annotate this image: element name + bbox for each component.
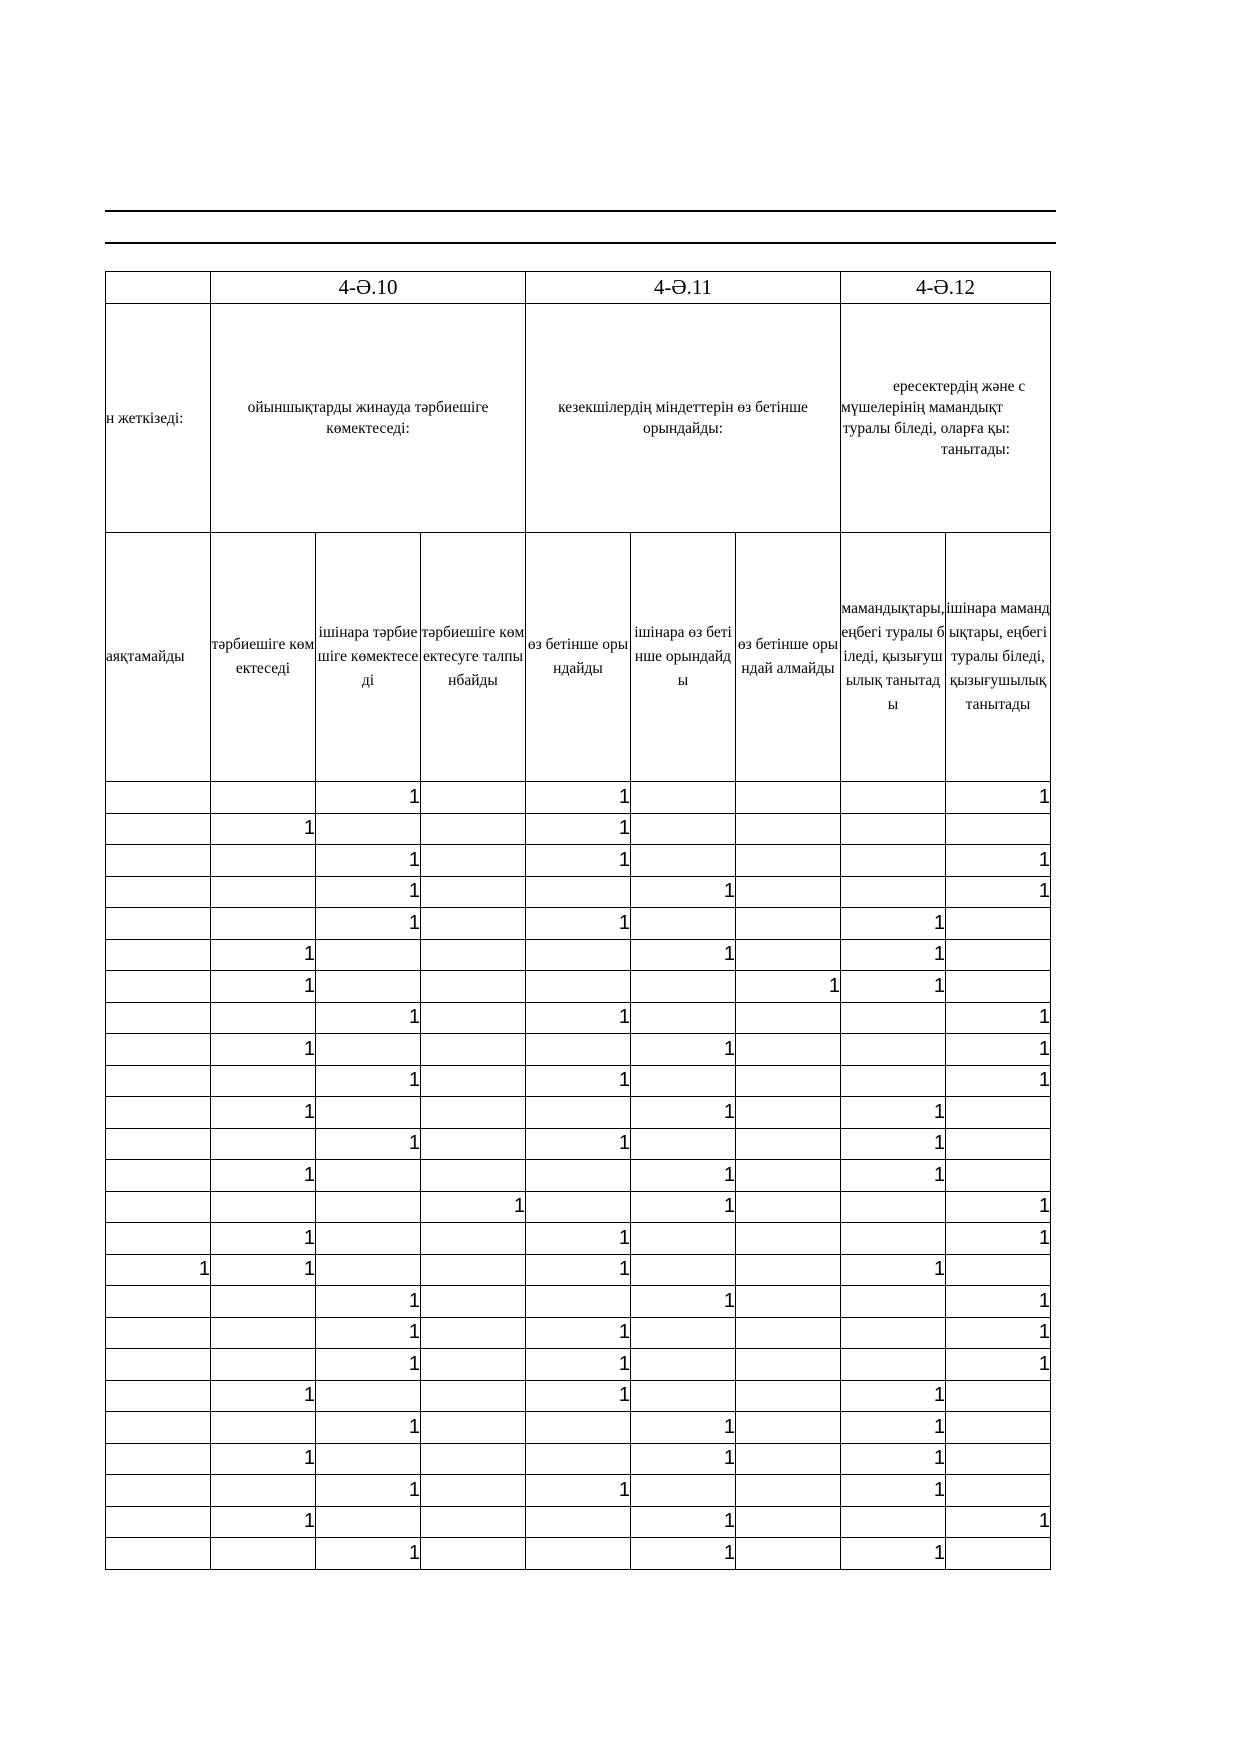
table-row bbox=[106, 845, 1051, 877]
table-cell bbox=[841, 876, 946, 908]
table-cell bbox=[841, 1317, 946, 1349]
table-cell: 1 bbox=[841, 1160, 946, 1192]
table-cell: 1 bbox=[211, 1160, 316, 1192]
table-cell bbox=[421, 1443, 526, 1475]
table-cell bbox=[106, 782, 211, 814]
table-cell bbox=[841, 1506, 946, 1538]
table-cell bbox=[421, 1034, 526, 1066]
table-cell bbox=[736, 813, 841, 845]
table-cell bbox=[106, 971, 211, 1003]
table-row bbox=[106, 1380, 1051, 1412]
table-cell bbox=[211, 1128, 316, 1160]
table-cell bbox=[421, 1475, 526, 1507]
table-cell bbox=[736, 1160, 841, 1192]
table-cell bbox=[106, 1412, 211, 1444]
table-row bbox=[106, 1286, 1051, 1318]
subcolumn-4: өз бетінше орындайды bbox=[526, 533, 631, 782]
table-cell bbox=[946, 1475, 1051, 1507]
table-cell bbox=[106, 1380, 211, 1412]
subcolumn-6: өз бетінше орындай алмайды bbox=[736, 533, 841, 782]
table-cell bbox=[421, 908, 526, 940]
table-cell bbox=[736, 1349, 841, 1381]
table-cell bbox=[106, 813, 211, 845]
table-cell bbox=[526, 1506, 631, 1538]
table-cell bbox=[736, 1538, 841, 1570]
table-cell: 1 bbox=[631, 1412, 736, 1444]
table-row bbox=[106, 1191, 1051, 1223]
table-row bbox=[106, 1538, 1051, 1570]
table-cell bbox=[106, 908, 211, 940]
table-cell: 1 bbox=[316, 845, 421, 877]
table-cell bbox=[526, 1160, 631, 1192]
partial-description-text: н жеткізеді: bbox=[106, 409, 184, 427]
table-cell bbox=[106, 1443, 211, 1475]
table-cell: 1 bbox=[841, 1254, 946, 1286]
desc-4-12-line-1: ересектердің және с bbox=[893, 378, 1026, 395]
table-cell: 1 bbox=[316, 1412, 421, 1444]
table-cell: 1 bbox=[211, 1380, 316, 1412]
table-row bbox=[106, 1002, 1051, 1034]
table-cell: 1 bbox=[631, 1097, 736, 1129]
table-cell bbox=[526, 1538, 631, 1570]
table-cell bbox=[736, 908, 841, 940]
table-cell: 1 bbox=[316, 1538, 421, 1570]
table-cell bbox=[946, 1254, 1051, 1286]
table-cell bbox=[946, 1538, 1051, 1570]
group-description-4-10: ойыншықтарды жинауда тәрбиешіге көмектеседі: bbox=[211, 304, 526, 533]
table-cell bbox=[736, 1254, 841, 1286]
table-cell bbox=[736, 1286, 841, 1318]
table-cell: 1 bbox=[631, 1506, 736, 1538]
table-cell bbox=[421, 813, 526, 845]
table-cell bbox=[106, 1191, 211, 1223]
table-cell bbox=[946, 1380, 1051, 1412]
table-cell: 1 bbox=[946, 1065, 1051, 1097]
table-cell bbox=[316, 1160, 421, 1192]
table-cell bbox=[631, 1065, 736, 1097]
table-cell: 1 bbox=[946, 1317, 1051, 1349]
table-cell bbox=[736, 1317, 841, 1349]
subcolumn-7: мамандықтары, еңбегі туралы біледі, қызығушылық танытады bbox=[841, 533, 946, 782]
table-cell bbox=[631, 1223, 736, 1255]
table-cell bbox=[316, 1380, 421, 1412]
table-cell bbox=[631, 813, 736, 845]
table-cell: 1 bbox=[316, 1286, 421, 1318]
table-cell: 1 bbox=[526, 1128, 631, 1160]
table-row bbox=[106, 876, 1051, 908]
table-cell: 1 bbox=[841, 1412, 946, 1444]
table-cell bbox=[421, 1538, 526, 1570]
table-cell: 1 bbox=[946, 1349, 1051, 1381]
table-cell bbox=[106, 1065, 211, 1097]
table-cell bbox=[316, 971, 421, 1003]
table-cell bbox=[106, 1475, 211, 1507]
table-cell: 1 bbox=[946, 1191, 1051, 1223]
table-cell bbox=[736, 1412, 841, 1444]
table-cell bbox=[211, 1317, 316, 1349]
table-cell: 1 bbox=[211, 1254, 316, 1286]
table-cell: 1 bbox=[946, 1002, 1051, 1034]
table-cell bbox=[526, 971, 631, 1003]
table-cell: 1 bbox=[841, 1538, 946, 1570]
table-cell: 1 bbox=[946, 1506, 1051, 1538]
table-cell: 1 bbox=[946, 1034, 1051, 1066]
table-cell: 1 bbox=[631, 1286, 736, 1318]
table-cell bbox=[106, 1097, 211, 1129]
table-cell: 1 bbox=[526, 1254, 631, 1286]
table-cell bbox=[316, 1443, 421, 1475]
table-cell bbox=[736, 1097, 841, 1129]
table-cell bbox=[946, 1160, 1051, 1192]
table-cell: 1 bbox=[526, 1065, 631, 1097]
table-cell bbox=[736, 1506, 841, 1538]
table-cell: 1 bbox=[211, 813, 316, 845]
table-cell bbox=[841, 1349, 946, 1381]
table-cell bbox=[421, 876, 526, 908]
table-cell bbox=[841, 1223, 946, 1255]
table-cell bbox=[421, 1506, 526, 1538]
table-cell: 1 bbox=[211, 1443, 316, 1475]
desc-4-12-line-4: танытады: bbox=[940, 441, 1010, 458]
table-cell: 1 bbox=[526, 1349, 631, 1381]
table-cell bbox=[316, 939, 421, 971]
table-cell: 1 bbox=[736, 971, 841, 1003]
table-cell: 1 bbox=[631, 1443, 736, 1475]
desc-4-12-line-2: мүшелерінің мамандықт bbox=[841, 399, 1003, 416]
table-cell bbox=[421, 1412, 526, 1444]
table-cell: 1 bbox=[946, 1286, 1051, 1318]
table-cell bbox=[841, 1286, 946, 1318]
table-cell bbox=[526, 1034, 631, 1066]
table-cell bbox=[841, 1191, 946, 1223]
table-cell bbox=[106, 1160, 211, 1192]
table-cell bbox=[211, 1286, 316, 1318]
group-code-4-11: 4-Ә.11 bbox=[526, 272, 841, 304]
table-cell bbox=[316, 813, 421, 845]
table-cell bbox=[211, 1475, 316, 1507]
table-cell: 1 bbox=[316, 1002, 421, 1034]
group-code-partial bbox=[106, 272, 211, 304]
table-cell bbox=[106, 939, 211, 971]
table-cell: 1 bbox=[526, 1380, 631, 1412]
table-cell: 1 bbox=[841, 1128, 946, 1160]
table-cell bbox=[946, 939, 1051, 971]
table-cell: 1 bbox=[526, 908, 631, 940]
table-cell bbox=[946, 1412, 1051, 1444]
table-cell bbox=[841, 813, 946, 845]
subcolumn-2: ішінара тәрбиешіге көмектеседі bbox=[316, 533, 421, 782]
table-row bbox=[106, 939, 1051, 971]
table-cell bbox=[316, 1223, 421, 1255]
table-cell bbox=[106, 1002, 211, 1034]
table-cell: 1 bbox=[841, 939, 946, 971]
table-cell: 1 bbox=[211, 1097, 316, 1129]
subcolumn-8: ішінара мамандықтары, еңбегі туралы біледі, қызығушылық танытады bbox=[946, 533, 1051, 782]
table-cell bbox=[421, 1223, 526, 1255]
table-cell bbox=[946, 1128, 1051, 1160]
table-cell bbox=[631, 782, 736, 814]
table-row bbox=[106, 1065, 1051, 1097]
table-cell bbox=[211, 908, 316, 940]
table-cell bbox=[841, 1034, 946, 1066]
table-cell bbox=[106, 1349, 211, 1381]
group-description-row bbox=[106, 304, 1051, 533]
table-cell bbox=[841, 845, 946, 877]
table-cell bbox=[736, 782, 841, 814]
table-cell bbox=[946, 1443, 1051, 1475]
table-cell bbox=[106, 1317, 211, 1349]
table-cell bbox=[211, 782, 316, 814]
table-cell bbox=[106, 1223, 211, 1255]
table-cell: 1 bbox=[946, 876, 1051, 908]
table-row bbox=[106, 1097, 1051, 1129]
table-cell bbox=[421, 939, 526, 971]
table-cell bbox=[841, 782, 946, 814]
table-cell: 1 bbox=[631, 876, 736, 908]
table-cell bbox=[106, 845, 211, 877]
table-cell: 1 bbox=[316, 1128, 421, 1160]
table-row bbox=[106, 971, 1051, 1003]
group-code-4-12: 4-Ә.12 bbox=[841, 272, 1051, 304]
table-cell bbox=[526, 939, 631, 971]
subcolumn-partial: аяқтамайды bbox=[106, 533, 211, 782]
group-description-4-11: кезекшілердің міндеттерін өз бетінше орындайды: bbox=[526, 304, 841, 533]
table-cell bbox=[946, 1097, 1051, 1129]
table-cell: 1 bbox=[631, 1034, 736, 1066]
table-cell: 1 bbox=[211, 1034, 316, 1066]
subcolumn-1: тәрбиешіге көмектеседі bbox=[211, 533, 316, 782]
table-cell bbox=[106, 1506, 211, 1538]
table-cell bbox=[736, 1223, 841, 1255]
table-cell bbox=[946, 908, 1051, 940]
table-cell bbox=[316, 1191, 421, 1223]
table-cell: 1 bbox=[946, 782, 1051, 814]
table-cell bbox=[421, 1317, 526, 1349]
table-cell: 1 bbox=[946, 845, 1051, 877]
table-row bbox=[106, 1317, 1051, 1349]
table-cell bbox=[421, 845, 526, 877]
table-cell bbox=[526, 876, 631, 908]
table-cell bbox=[631, 908, 736, 940]
table-cell bbox=[421, 1097, 526, 1129]
table-cell bbox=[946, 813, 1051, 845]
subcolumn-5: ішінара өз бетінше орындайды bbox=[631, 533, 736, 782]
table-cell: 1 bbox=[841, 971, 946, 1003]
table-cell bbox=[631, 1002, 736, 1034]
table-row bbox=[106, 1506, 1051, 1538]
table-cell bbox=[631, 1254, 736, 1286]
table-cell bbox=[526, 1097, 631, 1129]
table-cell bbox=[421, 1128, 526, 1160]
table-cell bbox=[526, 1191, 631, 1223]
table-cell: 1 bbox=[841, 1443, 946, 1475]
table-cell: 1 bbox=[526, 782, 631, 814]
table-cell: 1 bbox=[211, 971, 316, 1003]
table-cell: 1 bbox=[211, 1223, 316, 1255]
table-row bbox=[106, 1160, 1051, 1192]
table-cell bbox=[421, 1254, 526, 1286]
table-cell bbox=[316, 1506, 421, 1538]
table-cell bbox=[316, 1254, 421, 1286]
table-cell bbox=[211, 876, 316, 908]
table-cell: 1 bbox=[631, 939, 736, 971]
table-cell bbox=[736, 1191, 841, 1223]
table-cell: 1 bbox=[421, 1191, 526, 1223]
table-cell bbox=[841, 1065, 946, 1097]
table-cell: 1 bbox=[211, 1506, 316, 1538]
table-row bbox=[106, 1128, 1051, 1160]
table-cell bbox=[736, 876, 841, 908]
table-cell bbox=[736, 1065, 841, 1097]
table-cell bbox=[106, 1538, 211, 1570]
table-cell: 1 bbox=[526, 1317, 631, 1349]
table-cell: 1 bbox=[946, 1223, 1051, 1255]
table-cell bbox=[736, 939, 841, 971]
table-cell bbox=[421, 1380, 526, 1412]
table-cell bbox=[211, 845, 316, 877]
table-cell bbox=[526, 1286, 631, 1318]
table-cell: 1 bbox=[211, 939, 316, 971]
table-cell bbox=[211, 1412, 316, 1444]
table-cell bbox=[211, 1538, 316, 1570]
table-row bbox=[106, 908, 1051, 940]
table-cell: 1 bbox=[526, 813, 631, 845]
subcolumn-3: тәрбиешіге көмектесуге талпынбайды bbox=[421, 533, 526, 782]
table-row bbox=[106, 1412, 1051, 1444]
table-row bbox=[106, 1223, 1051, 1255]
table-cell bbox=[421, 1286, 526, 1318]
table-cell: 1 bbox=[316, 1317, 421, 1349]
desc-4-12-line-3: туралы біледі, оларға қы: bbox=[843, 420, 1010, 437]
table-cell bbox=[736, 1443, 841, 1475]
table-cell bbox=[631, 1380, 736, 1412]
table-cell bbox=[211, 1065, 316, 1097]
table-cell: 1 bbox=[106, 1254, 211, 1286]
table-cell: 1 bbox=[631, 1538, 736, 1570]
table-cell bbox=[211, 1349, 316, 1381]
table-row bbox=[106, 813, 1051, 845]
group-description-partial bbox=[106, 304, 211, 533]
table-cell: 1 bbox=[316, 876, 421, 908]
subcolumn-header-row bbox=[106, 533, 1051, 782]
table-cell bbox=[631, 1128, 736, 1160]
top-rule-1 bbox=[105, 210, 1056, 212]
table-cell bbox=[841, 1002, 946, 1034]
table-cell bbox=[631, 1349, 736, 1381]
table-cell bbox=[631, 971, 736, 1003]
table-cell bbox=[736, 1128, 841, 1160]
table-cell: 1 bbox=[316, 908, 421, 940]
table-cell bbox=[526, 1412, 631, 1444]
table-cell bbox=[736, 1034, 841, 1066]
table-cell bbox=[421, 1002, 526, 1034]
table-cell: 1 bbox=[526, 845, 631, 877]
table-row bbox=[106, 1349, 1051, 1381]
group-code-row bbox=[106, 272, 1051, 304]
table-cell bbox=[106, 1286, 211, 1318]
table-row bbox=[106, 782, 1051, 814]
table-cell: 1 bbox=[526, 1002, 631, 1034]
table-cell: 1 bbox=[841, 1380, 946, 1412]
table-cell: 1 bbox=[841, 1475, 946, 1507]
table-cell: 1 bbox=[526, 1475, 631, 1507]
table-cell: 1 bbox=[841, 908, 946, 940]
table-row bbox=[106, 1443, 1051, 1475]
table-row bbox=[106, 1034, 1051, 1066]
table-cell: 1 bbox=[316, 1349, 421, 1381]
group-description-4-12 bbox=[841, 304, 1051, 533]
table-cell bbox=[631, 1317, 736, 1349]
table-cell bbox=[316, 1097, 421, 1129]
table-cell: 1 bbox=[316, 782, 421, 814]
table-cell: 1 bbox=[316, 1475, 421, 1507]
table-row bbox=[106, 1475, 1051, 1507]
table-cell bbox=[736, 1380, 841, 1412]
table-cell bbox=[736, 1002, 841, 1034]
table-cell bbox=[421, 1349, 526, 1381]
table-cell bbox=[736, 845, 841, 877]
table-cell: 1 bbox=[631, 1191, 736, 1223]
table-cell: 1 bbox=[316, 1065, 421, 1097]
top-rule-2 bbox=[105, 242, 1056, 244]
table-cell bbox=[736, 1475, 841, 1507]
table-cell bbox=[631, 1475, 736, 1507]
table-cell bbox=[421, 782, 526, 814]
table-cell: 1 bbox=[841, 1097, 946, 1129]
table-cell: 1 bbox=[526, 1223, 631, 1255]
table-cell bbox=[421, 971, 526, 1003]
table-cell bbox=[421, 1065, 526, 1097]
table-cell bbox=[106, 1034, 211, 1066]
table-cell: 1 bbox=[631, 1160, 736, 1192]
table-row bbox=[106, 1254, 1051, 1286]
assessment-table bbox=[105, 271, 1051, 1570]
table-cell bbox=[106, 1128, 211, 1160]
table-cell bbox=[316, 1034, 421, 1066]
group-code-4-10: 4-Ә.10 bbox=[211, 272, 526, 304]
table-cell bbox=[106, 876, 211, 908]
table-cell bbox=[211, 1002, 316, 1034]
table-cell bbox=[631, 845, 736, 877]
table-cell bbox=[526, 1443, 631, 1475]
table-cell bbox=[946, 971, 1051, 1003]
table-cell bbox=[421, 1160, 526, 1192]
table-cell bbox=[211, 1191, 316, 1223]
